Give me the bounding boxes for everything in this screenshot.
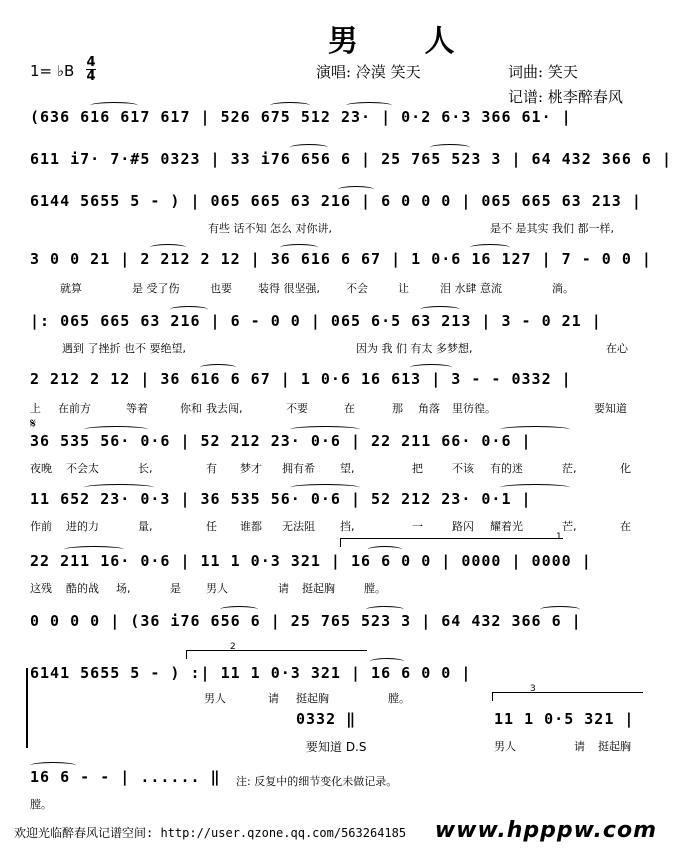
score-row-13: 11 1 0·5 321 | <box>494 710 635 728</box>
lyric-word: 要知道 <box>594 402 627 415</box>
slur <box>410 364 452 371</box>
lyric-word: 酷的战 <box>66 582 99 595</box>
lyric-word: 在 <box>620 520 631 533</box>
lyric-word: 一 <box>412 520 423 533</box>
slur <box>84 426 148 433</box>
lyric-word: 你和 <box>180 402 202 415</box>
meter-bottom: 4 <box>86 69 96 84</box>
slur <box>200 364 236 371</box>
lyric-word: 就算 <box>60 282 82 295</box>
slur <box>280 244 318 251</box>
lyric-word: 挡, <box>340 520 355 533</box>
lyric-word: 这残 <box>30 582 52 595</box>
lyric-word: 里彷徨。 <box>452 402 496 415</box>
slur <box>150 244 186 251</box>
lyric-word: 是 受了伤 <box>132 282 180 295</box>
lyric-word: 有 <box>206 462 217 475</box>
transcription-note: 注: 反复中的细节变化未做记录。 <box>236 775 398 788</box>
slur <box>90 102 138 109</box>
lyric-word: 化 <box>620 462 631 475</box>
key-signature: 1= ♭B <box>30 62 75 80</box>
lyric-word: 男人 <box>204 692 226 705</box>
lyric-word: 装得 很坚强, <box>258 282 320 295</box>
meter-top: 4 <box>86 55 96 70</box>
segno-sign: 𝄋 <box>30 416 37 432</box>
lyric-word: 膛。 <box>30 798 52 811</box>
lyric-line: 遇到 了挫折 也不 要绝望, <box>62 342 186 355</box>
score-row-11: 6141 5655 5 - ) :| 11 1 0·3 321 | 16 6 0 0 | <box>30 664 472 682</box>
slur <box>470 244 510 251</box>
score-row-12: 0332 ‖ <box>296 710 357 728</box>
lyric-word: 泪 水肆 意流 <box>440 282 502 295</box>
score-row-7: 36 535 56· 0·6 | 52 212 23· 0·6 | 22 211 66· 0·6 | <box>30 432 532 450</box>
score-row-8: 11 652 23· 0·3 | 36 535 56· 0·6 | 52 212 23· 0·1 | <box>30 490 532 508</box>
lyric-word: 我去闯, <box>206 402 243 415</box>
lyric-word: 挺起胸 <box>302 582 335 595</box>
lyric-word: 等着 <box>126 402 148 415</box>
lyric-line: 是不 是其实 我们 都一样, <box>490 222 614 235</box>
footer-text: 欢迎光临醉春风记谱空间: http://user.qzone.qq.com/563264185 <box>14 826 407 840</box>
lyric-word: 是 <box>170 582 181 595</box>
lyric-word: 让 <box>398 282 409 295</box>
volta-number-1: 1 <box>556 532 562 542</box>
slur <box>540 606 580 613</box>
score-row-9: 22 211 16· 0·6 | 11 1 0·3 321 | 16 6 0 0 | 0000 | 0000 | <box>30 552 592 570</box>
lyric-word: 要知道 D.S <box>306 740 367 754</box>
slur <box>430 144 470 151</box>
slur <box>30 762 76 769</box>
slur <box>290 426 360 433</box>
lyric-word: 膛。 <box>364 582 386 595</box>
lyric-word: 场, <box>116 582 131 595</box>
lyric-word: 不该 <box>452 462 474 475</box>
lyric-word: 梦才 <box>240 462 262 475</box>
lyric-word: 挺起胸 <box>296 692 329 705</box>
slur <box>290 144 328 151</box>
volta-number-2: 2 <box>230 642 236 652</box>
lyric-word: 把 <box>412 462 423 475</box>
lyric-word: 不会 <box>346 282 368 295</box>
lyric-word: 也要 <box>210 282 232 295</box>
lyric-word: 任 <box>206 520 217 533</box>
slur <box>290 484 360 491</box>
score-row-4: 3 0 0 21 | 2 212 2 12 | 36 616 6 67 | 1 0·6 16 127 | 7 - 0 0 | <box>30 250 652 268</box>
slur <box>338 186 374 193</box>
lyric-word: 不会太 <box>66 462 99 475</box>
lyric-line: 因为 我 们 有太 多梦想, <box>356 342 473 355</box>
score-row-3: 6144 5655 5 - ) | 065 665 63 216 | 6 0 0 0 | 065 665 63 213 | <box>30 192 642 210</box>
lyric-word: 在前方 <box>58 402 91 415</box>
score-row-14: 16 6 - - | ...... ‖ <box>30 768 221 786</box>
score-row-6: 2 212 2 12 | 36 616 6 67 | 1 0·6 16 613 | 3 - - 0332 | <box>30 370 572 388</box>
score-row-5: |: 065 665 63 216 | 6 - 0 0 | 065 6·5 63 213 | 3 - 0 21 | <box>30 312 602 330</box>
lyric-word: 不要 <box>286 402 308 415</box>
lyric-word: 进的力 <box>66 520 99 533</box>
lyric-word: 作前 <box>30 520 52 533</box>
lyric-word: 芒, <box>562 520 577 533</box>
lyric-word: 淌。 <box>552 282 574 295</box>
lyric-word: 请 <box>268 692 279 705</box>
lyric-word: 请 <box>278 582 289 595</box>
slur <box>368 546 402 553</box>
lyric-word: 量, <box>138 520 153 533</box>
lyric-word: 挺起胸 <box>598 740 631 753</box>
lyric-word: 在 <box>344 402 355 415</box>
lyric-line: 有些 话不知 怎么 对你讲, <box>208 222 332 235</box>
lyric-word: 在心 <box>606 342 628 355</box>
volta-bracket-3 <box>492 692 643 701</box>
slur <box>420 306 460 313</box>
slur <box>500 426 570 433</box>
slur <box>366 606 404 613</box>
slur <box>84 484 154 491</box>
composer-credit: 词曲: 笑天 <box>508 63 578 81</box>
slur <box>346 102 392 109</box>
slur <box>500 484 570 491</box>
score-row-2: 611 i7· 7·#5 0323 | 33 i76 656 6 | 25 765 523 3 | 64 432 366 6 | <box>30 150 672 168</box>
lyric-word: 夜晚 <box>30 462 52 475</box>
transcriber-credit: 记谱: 桃李醉春风 <box>508 88 623 106</box>
slur <box>220 606 258 613</box>
lyric-word: 膛。 <box>388 692 410 705</box>
lyric-word: 茫, <box>562 462 577 475</box>
lyric-word: 拥有希 <box>282 462 315 475</box>
lyric-word: 望, <box>340 462 355 475</box>
lyric-word: 那 <box>392 402 403 415</box>
score-row-10: 0 0 0 0 | (36 i76 656 6 | 25 765 523 3 | 64 432 366 6 | <box>30 612 582 630</box>
volta-number-3: 3 <box>530 684 536 694</box>
lyric-word: 请 <box>574 740 585 753</box>
slur <box>170 306 208 313</box>
singer-credit: 演唱: 冷漠 笑天 <box>316 63 421 81</box>
lyric-word: 上 <box>30 402 41 415</box>
lyric-word: 耀着光 <box>490 520 523 533</box>
lyric-word: 谁都 <box>240 520 262 533</box>
watermark-logo: www.hpppw.com <box>434 818 657 843</box>
song-title: 男 人 <box>328 24 483 59</box>
lyric-word: 有的迷 <box>490 462 523 475</box>
slur <box>270 102 310 109</box>
score-row-1: (636 616 617 617 | 526 675 512 23· | 0·2 6·3 366 61· | <box>30 108 572 126</box>
lyric-word: 男人 <box>494 740 516 753</box>
volta-bracket-2 <box>186 650 367 659</box>
lyric-word: 无法阻 <box>282 520 315 533</box>
lyric-word: 角落 <box>418 402 440 415</box>
time-signature <box>86 56 96 83</box>
slur <box>370 658 404 665</box>
volta-bracket-1 <box>340 538 563 547</box>
lyric-word: 路闪 <box>452 520 474 533</box>
lyric-word: 长, <box>138 462 153 475</box>
slur <box>64 546 124 553</box>
lyric-word: 男人 <box>206 582 228 595</box>
system-brace <box>26 668 28 748</box>
